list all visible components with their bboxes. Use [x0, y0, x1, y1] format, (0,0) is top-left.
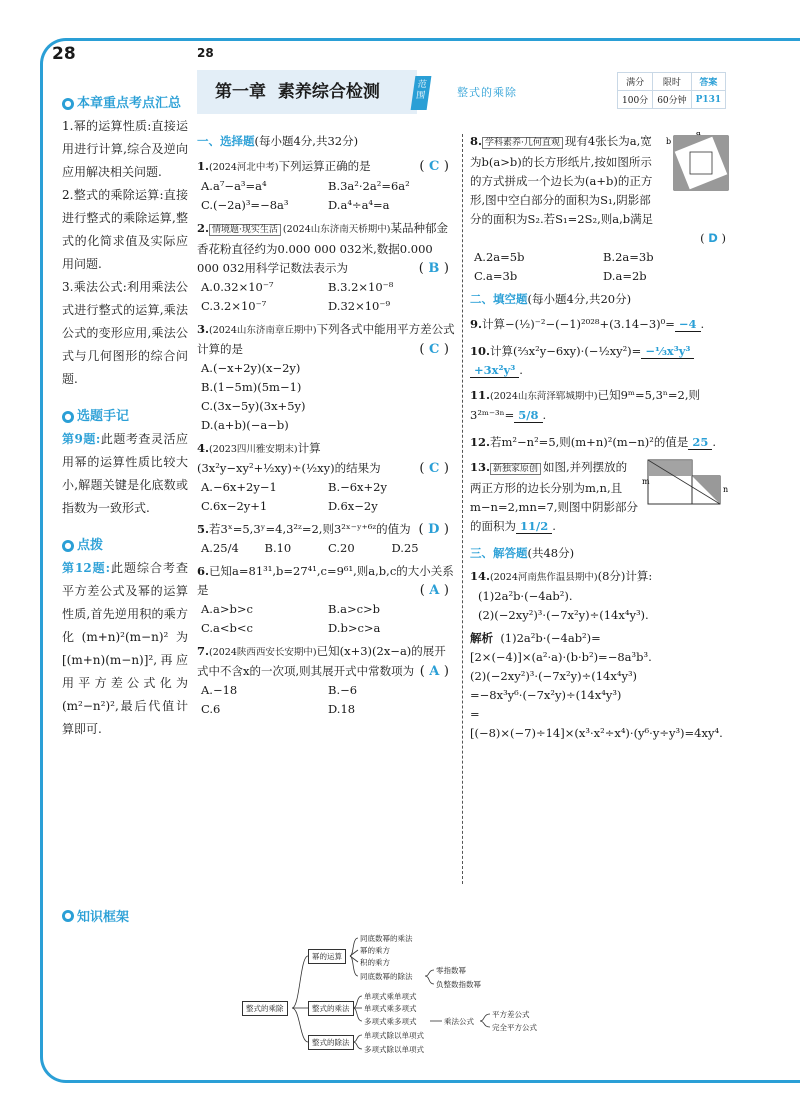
question-source: (2023四川雅安期末) — [209, 444, 298, 455]
tree-node-division: 整式的除法 — [308, 1035, 354, 1050]
tree-leaf: 积的乘方 — [360, 958, 390, 967]
tree-leaf: 单项式除以单项式 — [364, 1031, 424, 1040]
option-c: C.20 — [328, 541, 355, 555]
answer-letter: C — [429, 342, 440, 357]
answer-blank-continued: +3x²y³ — [470, 363, 519, 378]
answer-letter: A — [429, 583, 440, 598]
question-number: 13. — [470, 460, 491, 474]
answer-letter: D — [428, 522, 440, 537]
page-number-header: 28 — [197, 46, 214, 60]
bullet-icon: ● — [62, 540, 74, 552]
option-c: C.3.2×10⁻⁷ — [201, 299, 267, 313]
question-2 — [197, 219, 455, 316]
tree-leaf: 零指数幂 — [436, 966, 466, 975]
chapter-header — [197, 70, 732, 114]
tree-leaf: 单项式乘多项式 — [364, 1004, 417, 1013]
tree-node-multiplication: 整式的乘法 — [308, 1001, 354, 1016]
question-13: m n 13. 新独家原创 如图,并列摆放的两正方形的边长分别为m,n,且m−n=2,mn=7,则图中阴影部分的面积为 11/2 . — [470, 458, 732, 536]
section-title: 三、解答题 — [470, 546, 528, 560]
answer-letter: A — [429, 664, 440, 679]
solution-line-4: =[(−8)×(−7)÷14]×(x³·x²÷x⁴)·(y⁶·y÷y³)=4xy⁴. — [470, 707, 723, 740]
section-note: (每小题4分,共20分) — [527, 292, 632, 306]
option-d: D.6x−2y — [328, 499, 378, 513]
tree-leaf: 负整数指数幂 — [436, 980, 481, 989]
bullet-icon: ● — [62, 98, 74, 110]
option-b: B.2a=3b — [603, 250, 654, 264]
question-stem: 下列各式中能用平方差公式计算的是 — [197, 322, 455, 356]
answer-blank: 25 — [688, 435, 712, 450]
tree-leaf: 平方差公式 — [492, 1010, 530, 1019]
option-d: D.25 — [391, 541, 419, 555]
answer-blank: 5/8 — [514, 408, 542, 423]
question-source: (2024山东济南章丘期中) — [209, 325, 317, 336]
time-value: 60分钟 — [653, 91, 691, 109]
options — [470, 248, 732, 286]
question-number: 4. — [197, 441, 210, 455]
option-a: A.25/4 — [201, 541, 239, 555]
option-b: B.(1−5m)(5m−1) — [201, 380, 302, 394]
rectangles-figure — [666, 132, 732, 194]
question-stem: 下列运算正确的是 — [278, 159, 371, 173]
question-1 — [197, 157, 455, 215]
chapter-label: 第一章 — [215, 82, 266, 102]
question-tag: 情境题·现实生活 — [209, 224, 281, 236]
question-7 — [197, 642, 455, 719]
section-note: (每小题4分,共32分) — [254, 134, 359, 148]
bullet-icon: ● — [62, 910, 74, 922]
option-a: A.(−x+2y)(x−2y) — [201, 361, 301, 375]
left-column — [197, 132, 455, 719]
bullet-icon: ● — [62, 411, 74, 423]
figure-label-a: a — [696, 132, 701, 137]
option-d: D.18 — [328, 702, 356, 716]
options — [197, 478, 455, 516]
question-11: 11.(2024山东菏泽郓城期中)已知9ᵐ=5,3ⁿ=2,则3²ᵐ⁻³ⁿ= 5/8 . — [470, 388, 700, 422]
question-stem: 已知(x+3)(2x−a)的展开式中不含x的一次项,则其展开式中常数项为 — [197, 644, 446, 678]
test-title: 素养综合检测 — [277, 82, 380, 102]
option-b: B.−6x+2y — [328, 480, 387, 494]
answer-letter: D — [708, 231, 718, 245]
tip-q12 — [62, 557, 188, 741]
question-tag: 新独家原创 — [490, 463, 541, 475]
page-number: 28 — [52, 44, 76, 64]
question-number: 3. — [197, 322, 210, 336]
squares-figure — [642, 458, 732, 506]
answer-choice: ( D ) — [700, 231, 726, 245]
question-number: 12. — [470, 435, 491, 449]
section-note: (共48分) — [527, 546, 575, 560]
option-d: D.a=2b — [603, 269, 647, 283]
question-stem: 若3ˣ=5,3ʸ=4,3²ᶻ=2,则3²ˣ⁻ʸ⁺⁶ᶻ的值为 — [209, 522, 411, 536]
options — [197, 359, 455, 435]
sidebar — [62, 86, 188, 741]
tip-lead: 第12题: — [62, 561, 111, 575]
score-value: 100分 — [618, 91, 653, 109]
note-q9 — [62, 428, 188, 520]
question-tag: 学科素养·几何直观 — [482, 137, 563, 149]
question-number: 10. — [470, 344, 491, 358]
note-text: 此题考查灵活应用幂的运算性质比较大小,解题关键是化底数或指数为一致形式. — [62, 432, 188, 515]
tree-leaf: 完全平方公式 — [492, 1023, 537, 1032]
answer-page: P131 — [691, 91, 726, 109]
options — [197, 600, 455, 638]
option-d: D.32×10⁻⁹ — [328, 299, 391, 313]
question-4 — [197, 439, 455, 516]
option-b: B.3a²·2a²=6a² — [328, 179, 410, 193]
question-6 — [197, 562, 455, 638]
tree-root: 整式的乘除 — [242, 1001, 288, 1016]
answer-letter: C — [429, 159, 440, 174]
time-label: 限时 — [653, 73, 691, 91]
answer-choice: ( C ) — [419, 159, 449, 174]
question-12: 12.若m²−n²=5,则(m+n)²(m−n)²的值是 25 . — [470, 435, 717, 449]
question-source: (2024山东菏泽郓城期中) — [490, 391, 598, 402]
options — [197, 278, 455, 316]
tree-leaf: 单项式乘单项式 — [364, 992, 417, 1001]
tree-leaf: 幂的乘方 — [360, 946, 390, 955]
option-c: C.(3x−5y)(3x+5y) — [201, 399, 306, 413]
section-fill-title — [470, 290, 732, 309]
heading-text: 选题手记 — [77, 409, 130, 424]
key-point-3: 3.乘法公式:利用乘法公式进行整式的运算,乘法公式的变形应用,乘法公式与几何图形的综合问题. — [62, 280, 188, 386]
question-number: 6. — [197, 564, 210, 578]
scope-topic: 整式的乘除 — [457, 86, 517, 99]
option-c: C.6x−2y+1 — [201, 499, 268, 513]
solution-line-2: (2)(−2xy²)³·(−7x²y)÷(14x⁴y³) — [470, 669, 638, 683]
question-3 — [197, 320, 455, 435]
answer-choice: ( B ) — [418, 261, 449, 276]
question-points: (8分)计算: — [597, 569, 653, 583]
option-a: A.0.32×10⁻⁷ — [201, 280, 274, 294]
answer-blank: −4 — [675, 317, 701, 332]
key-point-1: 1.幂的运算性质:直接运用进行计算,综合及逆向应用解决相关问题. — [62, 119, 188, 179]
option-c: C.6 — [201, 702, 221, 716]
option-a: A.−6x+2y−1 — [201, 480, 277, 494]
tree-leaf: 同底数幂的除法 — [360, 972, 413, 981]
question-number: 9. — [470, 317, 483, 331]
option-b: B.10 — [264, 541, 292, 555]
question-source: (2024河北中考) — [209, 162, 279, 173]
options — [197, 539, 455, 558]
answer-choice: ( A ) — [419, 664, 449, 679]
options — [197, 681, 455, 719]
option-d: D.b>c>a — [328, 621, 381, 635]
question-stem: 计算 — [297, 441, 321, 455]
option-b: B.3.2×10⁻⁸ — [328, 280, 394, 294]
answer-choice: ( C ) — [419, 461, 449, 476]
option-a: A.−18 — [201, 683, 238, 697]
answer-choice: ( C ) — [419, 342, 449, 357]
question-number: 2. — [197, 221, 210, 235]
score-label: 满分 — [618, 73, 653, 91]
tree-leaf: 同底数幂的乘法 — [360, 934, 413, 943]
option-c: C.a=3b — [474, 269, 518, 283]
tree-leaf: 多项式除以单项式 — [364, 1045, 424, 1054]
question-14 — [470, 567, 732, 743]
subquestion-2: (2)(−2xy²)³·(−7x²y)÷(14x⁴y³). — [478, 608, 649, 622]
section-choice-title — [197, 132, 455, 151]
tree-leaf: 多项式乘多项式 — [364, 1017, 417, 1026]
question-number: 8. — [470, 134, 483, 148]
question-stem-end: 的结果为 — [334, 461, 381, 475]
answer-choice: ( D ) — [418, 522, 449, 537]
option-c: C.(−2a)³=−8a³ — [201, 198, 289, 212]
tip-text: 此题综合考查平方差公式及幂的运算性质,首先逆用积的乘方化(m+n)²(m−n)²为[(m+n)(m−n)]²,再应用平方差公式化为(m²−n²)²,最后代值计算即可. — [62, 561, 188, 736]
question-expression: (3x²y−xy²+½xy)÷(½xy) — [197, 461, 335, 475]
question-10: 10.计算(⅔x²y−6xy)·(−½xy²)= −⅓x³y³ +3x²y³ . — [470, 342, 732, 380]
section-title: 一、选择题 — [197, 134, 255, 148]
figure-label-n: n — [723, 485, 729, 494]
sidebar-heading-key-points — [62, 92, 188, 115]
question-source: (2024河南焦作温县期中) — [490, 572, 598, 583]
question-stem: 若m²−n²=5,则(m+n)²(m−n)²的值是 — [490, 435, 689, 449]
sidebar-heading-notes — [62, 405, 188, 428]
option-d: D.a⁴÷a⁴=a — [328, 198, 390, 212]
scope-flag: 范围 — [411, 76, 432, 110]
question-stem: 某品种郁金香花粉直径约为0.000 000 032米,数据0.000 000 032用科学记数法表示为 — [197, 221, 448, 275]
answer-choice: ( A ) — [419, 583, 449, 598]
option-b: B.−6 — [328, 683, 358, 697]
knowledge-frame-heading — [62, 906, 129, 925]
sidebar-heading-tips — [62, 534, 188, 557]
question-number: 7. — [197, 644, 210, 658]
answer-letter: C — [429, 461, 440, 476]
answer-label: 答案 — [691, 73, 726, 91]
answer-letter: B — [428, 261, 440, 276]
question-number: 5. — [197, 522, 210, 536]
question-stem: 计算−(½)⁻²−(−1)²⁰²⁸+(3.14−3)⁰= — [482, 317, 675, 331]
section-solve-title — [470, 544, 732, 563]
question-8 — [470, 132, 732, 286]
tree-node-power-ops: 幂的运算 — [308, 949, 346, 964]
option-a: A.2a=5b — [474, 250, 525, 264]
solution-line-3: =−8x³y⁶·(−7x²y)÷(14x⁴y³) — [470, 688, 622, 702]
solution-line-1: (1)2a²b·(−4ab²)=[2×(−4)]×(a²·a)·(b·b²)=−8a³b³. — [470, 631, 652, 664]
question-9: 9.计算−(½)⁻²−(−1)²⁰²⁸+(3.14−3)⁰= −4 . — [470, 317, 705, 331]
option-c: C.a<b<c — [201, 621, 253, 635]
question-source: (2024山东济南天桥期中) — [282, 224, 391, 235]
question-stem: 计算(⅔x²y−6xy)·(−½xy²)= — [490, 344, 642, 358]
chapter-title — [197, 70, 417, 114]
question-number: 14. — [470, 569, 491, 583]
option-a: A.a⁷−a³=a⁴ — [201, 179, 267, 193]
figure-label-m: m — [642, 477, 650, 486]
section-title: 二、填空题 — [470, 292, 528, 306]
question-5 — [197, 520, 455, 558]
question-stem: 现有4张长为a,宽为b(a>b)的长方形纸片,按如图所示的方式拼成一个边长为(a+b)的正方形,图中空白部分的面积为S₁,阴影部分的面积为S₂.若S₁=2S₂,则a,b满足 — [470, 134, 654, 226]
heading-text: 知识框架 — [77, 910, 130, 925]
right-column — [470, 132, 732, 743]
question-number: 11. — [470, 388, 491, 402]
figure-label-b: b — [666, 137, 672, 146]
answer-blank: 11/2 — [516, 519, 552, 534]
solution-label: 解析 — [470, 631, 493, 645]
heading-text: 点拨 — [77, 538, 104, 553]
question-stem: 已知9ᵐ=5,3ⁿ=2,则3²ᵐ⁻³ⁿ= — [470, 388, 700, 422]
option-a: A.a>b>c — [201, 602, 253, 616]
key-point-2: 2.整式的乘除运算:直接进行整式的乘除运算,整式的化简求值及实际应用问题. — [62, 188, 188, 271]
option-d: D.(a+b)(−a−b) — [201, 418, 289, 432]
options — [197, 177, 455, 215]
question-source: (2024陕西西安长安期中) — [209, 647, 317, 658]
knowledge-tree — [240, 928, 560, 1058]
option-b: B.a>c>b — [328, 602, 381, 616]
column-divider — [462, 134, 463, 884]
solution — [470, 629, 732, 743]
question-stem: 已知a=81³¹,b=27⁴¹,c=9⁶¹,则a,b,c的大小关系是 — [197, 564, 454, 597]
subquestion-1: (1)2a²b·(−4ab²). — [478, 589, 573, 603]
question-stem: 如图,并列摆放的两正方形的边长分别为m,n,且m−n=2,mn=7,则图中阴影部分的面积为 — [470, 460, 638, 533]
answer-blank: −⅓x³y³ — [641, 344, 694, 359]
note-lead: 第9题: — [62, 432, 101, 446]
heading-text: 本章重点考点汇总 — [77, 96, 182, 111]
tree-leaf: 乘法公式 — [444, 1017, 474, 1026]
question-number: 1. — [197, 159, 210, 173]
score-table — [617, 72, 726, 109]
